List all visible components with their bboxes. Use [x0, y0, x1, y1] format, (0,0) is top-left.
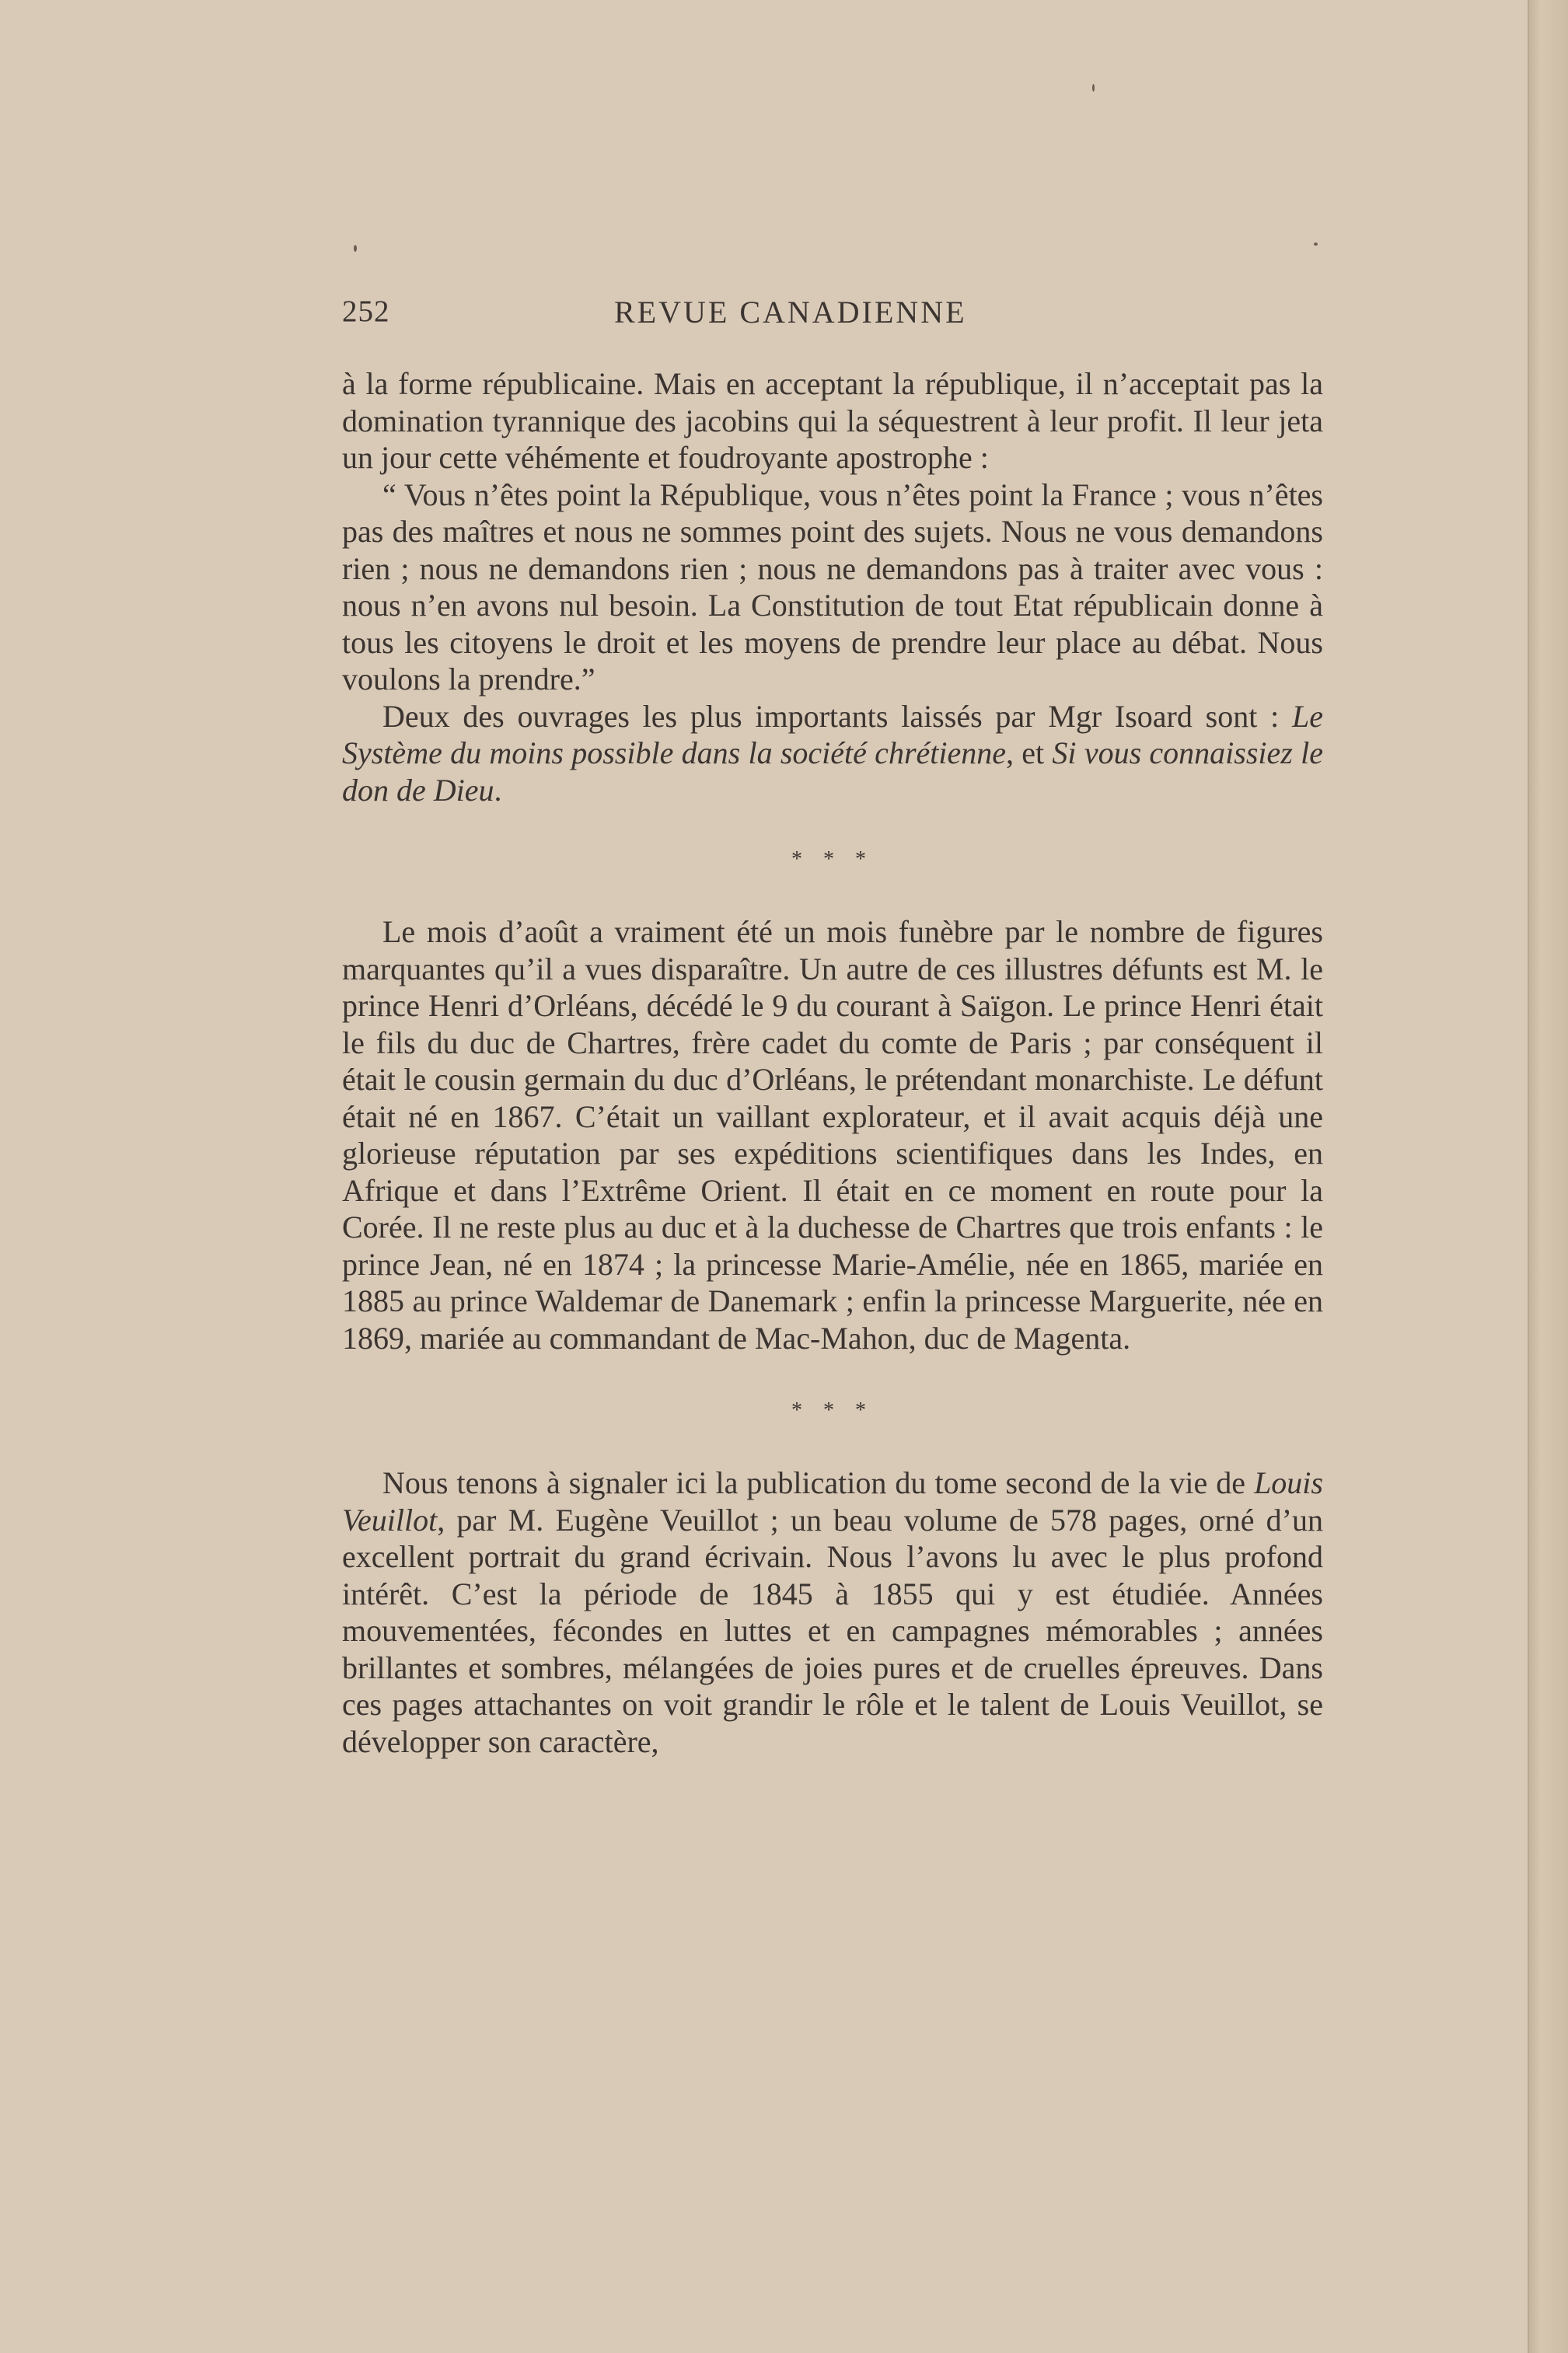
text-run: , et [1006, 735, 1053, 770]
paragraph: à la forme républicaine. Mais en acceptant la république, il n’acceptait pas la domination tyrannique des jacobins qui la séquestrent à leur profit. Il leur jeta un jour cette véhémente et foudroyante apostrophe : [342, 366, 1323, 475]
spacer [342, 808, 1323, 841]
text-run: Deux des ouvrages les plus importants laissés par Mgr Isoard sont : [382, 698, 1292, 734]
paragraph [342, 1465, 1323, 1760]
article-body [342, 365, 1323, 1760]
spacer [342, 1429, 1323, 1465]
spacer [342, 878, 1323, 913]
text-run: , par M. Eugène Veuillot ; un beau volume de 578 pages, orné d’un excellent portrait du grand écrivain. Nous l’avons lu avec le plus profond intérêt. C’est la période de 1845 à 1855 qui y est étudiée. Années mouvementées, fécondes en luttes et en campagnes mémorables ; années brillantes et sombres, mélangées de joies pures et de cruelles épreuves. Dans ces pages attachantes on voit grandir le rôle et le talent de Louis Veuillot, se développer son caractère, [342, 1502, 1323, 1759]
book-title: Louis Veuillot [342, 1465, 1323, 1538]
paper-speck [354, 245, 357, 252]
paper-speck [1314, 243, 1318, 246]
running-title: REVUE CANADIENNE [614, 295, 967, 330]
book-title: Le Système du moins possible dans la société chrétienne [342, 698, 1323, 770]
paragraph [342, 698, 1323, 809]
quotation-paragraph: “ Vous n’êtes point la République, vous n’êtes point la France ; vous n’êtes pas des maîtres et nous ne sommes point des sujets. Nous ne vous demandons rien ; nous ne demandons rien ; nous ne demandons pas à traiter avec vous : nous n’en avons nul besoin. La Constitution de tout Etat républicain donne à tous les citoyens le droit et les moyens de prendre leur place au débat. Nous voulons la prendre.” [342, 477, 1323, 696]
section-separator: * * * [791, 847, 874, 871]
book-title: Si vous connaissiez le don de Dieu [342, 735, 1323, 808]
page-header [342, 294, 1323, 337]
page-edge-shadow [1528, 0, 1568, 2353]
text-run: Nous tenons à signaler ici la publication du tome second de la vie de [382, 1465, 1255, 1500]
section-separator: * * * [791, 1398, 874, 1423]
paragraph: Le mois d’août a vraiment été un mois funèbre par le nombre de figures marquantes qu’il a vues disparaître. Un autre de ces illustres défunts est M. le prince Henri d’Orléans, décédé le 9 du courant à Saïgon. Le prince Henri était le fils du duc de Chartres, frère cadet du comte de Paris ; par conséquent il était le cousin germain du duc d’Orléans, le prétendant monarchiste. Le défunt était né en 1867. C’était un vaillant explorateur, et il avait acquis déjà une glorieuse réputation par ses expéditions scientifiques dans les Indes, en Afrique et dans l’Extrême Orient. Il était en ce moment en route pour la Corée. Il ne reste plus au duc et à la duchesse de Chartres que trois enfants : le prince Jean, né en 1874 ; la princesse Marie-Amélie, née en 1865, mariée en 1885 au prince Waldemar de Danemark ; enfin la princesse Marguerite, née en 1869, mariée au commandant de Mac-Mahon, duc de Magenta. [342, 914, 1323, 1356]
spacer [342, 1356, 1323, 1392]
page-number: 252 [342, 295, 390, 328]
text-run: . [494, 772, 502, 808]
paper-speck [1092, 84, 1095, 92]
